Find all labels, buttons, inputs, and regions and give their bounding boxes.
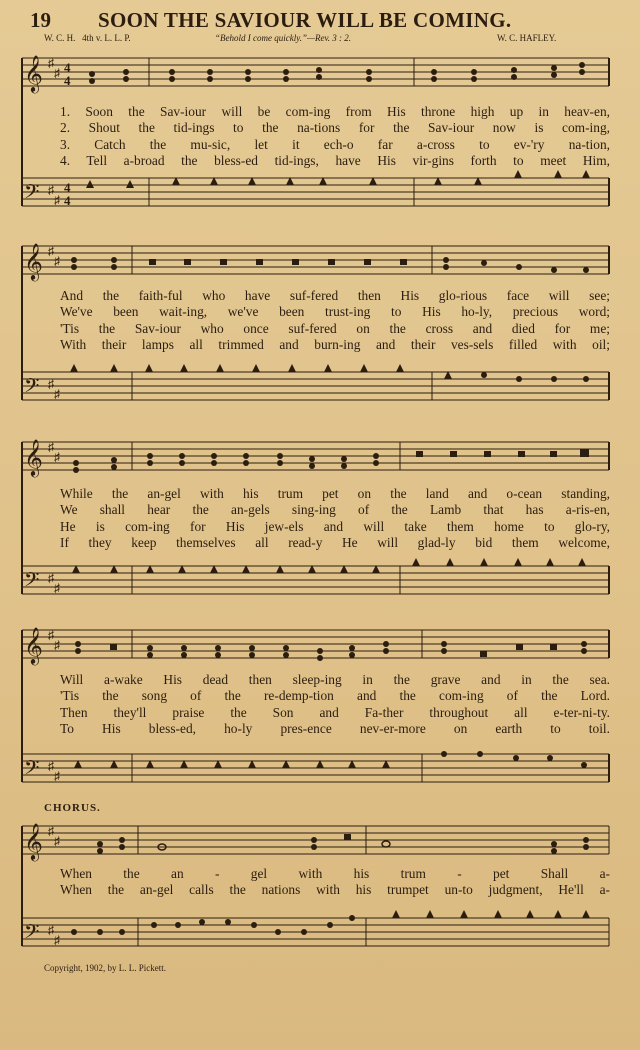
music-system-1 <box>14 52 614 218</box>
lyric-line: 'Tis the Sav-iour who once suf-fered on the cross and died for me; <box>60 320 610 336</box>
lyric-line: We shall hear the an-gels sing-ing of the Lamb that has a-ris-en, <box>60 502 610 518</box>
svg-text:♯: ♯ <box>48 923 54 937</box>
svg-text:♯: ♯ <box>48 440 54 454</box>
music-system-2 <box>14 232 614 414</box>
svg-text:♯: ♯ <box>54 387 60 401</box>
lyric-line: Will a-wake His dead then sleep-ing in the grave and in the sea. <box>60 672 610 687</box>
verse-lyrics-system-1 <box>60 104 610 170</box>
svg-text:4: 4 <box>64 60 71 75</box>
svg-text:𝄢: 𝄢 <box>24 376 40 402</box>
svg-text:♯: ♯ <box>48 183 54 197</box>
svg-text:4: 4 <box>64 193 71 208</box>
lyric-line: When the an - gel with his trum - pet Shall a- <box>60 866 610 881</box>
svg-text:4: 4 <box>64 73 71 88</box>
svg-text:♯: ♯ <box>48 56 54 70</box>
svg-text:♯: ♯ <box>54 66 60 80</box>
svg-text:𝄞: 𝄞 <box>24 823 43 859</box>
svg-text:𝄞: 𝄞 <box>24 243 43 279</box>
lyric-line: And the faith-ful who have suf-fered then His glo-rious face will see; <box>60 288 610 303</box>
lyric-line: With their lamps all trimmed and burn-ing and their ves-sels filled with oil; <box>60 337 610 353</box>
lyric-line: If they keep themselves all read-y He will glad-ly bid them welcome, <box>60 535 610 551</box>
lyric-line: 1. Soon the Sav-iour will be com-ing from His throne high up in heav-en, <box>60 104 610 119</box>
lyric-line: 3. Catch the mu-sic, let it ech-o far a-cross to ev-'ry na-tion, <box>60 136 610 152</box>
chorus-lyrics <box>60 866 610 899</box>
svg-text:♯: ♯ <box>54 450 60 464</box>
svg-text:♯: ♯ <box>48 628 54 642</box>
svg-text:♯: ♯ <box>54 834 60 848</box>
svg-text:4: 4 <box>64 180 71 195</box>
scripture-epigraph: “Behold I come quickly.”—Rev. 3 : 2. <box>215 33 352 43</box>
lyric-line: Then they'll praise the Son and Fa-ther throughout all e-ter-ni-ty. <box>60 704 610 720</box>
svg-text:♯: ♯ <box>48 824 54 838</box>
svg-text:♯: ♯ <box>48 244 54 258</box>
svg-text:♯: ♯ <box>54 193 60 207</box>
svg-text:♯: ♯ <box>54 638 60 652</box>
music-system-4 <box>14 618 614 798</box>
verse-lyrics-system-4 <box>60 672 610 738</box>
hymn-title: SOON THE SAVIOUR WILL BE COMING. <box>98 8 512 32</box>
lyric-line: 4. Tell a-broad the bless-ed tid-ings, have His vir-gins forth to meet Him, <box>60 153 610 169</box>
svg-text:♯: ♯ <box>54 581 60 595</box>
lyric-line: While the an-gel with his trum pet on the land and o-cean standing, <box>60 486 610 501</box>
svg-text:𝄞: 𝄞 <box>24 55 43 91</box>
music-system-3 <box>14 430 614 608</box>
svg-text:𝄞: 𝄞 <box>24 627 43 663</box>
svg-text:𝄢: 𝄢 <box>24 922 40 948</box>
svg-text:♯: ♯ <box>54 254 60 268</box>
lyric-line: 2. Shout the tid-ings to the na-tions for the Sav-iour now is com-ing, <box>60 120 610 136</box>
svg-text:𝄢: 𝄢 <box>24 570 40 596</box>
lyric-line: He is com-ing for His jew-els and will take them home to glo-ry, <box>60 518 610 534</box>
chorus-label: CHORUS. <box>44 802 101 814</box>
verse-lyrics-system-2 <box>60 288 610 354</box>
composer-credit: W. C. HAFLEY. <box>497 33 557 43</box>
svg-text:♯: ♯ <box>48 377 54 391</box>
lyric-line: When the an-gel calls the nations with his trumpet un-to judgment, He'll a- <box>60 882 610 898</box>
lyricist-credit: W. C. H. 4th v. L. L. P. <box>44 33 131 43</box>
page-number: 19 <box>30 8 51 32</box>
svg-text:♯: ♯ <box>54 769 60 783</box>
svg-text:𝄢: 𝄢 <box>24 182 40 208</box>
music-system-chorus <box>14 814 614 962</box>
lyric-line: We've been wait-ing, we've been trust-ing to His ho-ly, precious word; <box>60 304 610 320</box>
svg-text:♯: ♯ <box>48 759 54 773</box>
svg-text:♯: ♯ <box>48 571 54 585</box>
page-header <box>0 6 640 32</box>
svg-text:𝄢: 𝄢 <box>24 758 40 784</box>
svg-text:♯: ♯ <box>54 933 60 947</box>
verse-lyrics-system-3 <box>60 486 610 552</box>
lyric-line: 'Tis the song of the re-demp-tion and the com-ing of the Lord. <box>60 688 610 704</box>
svg-text:𝄞: 𝄞 <box>24 439 43 475</box>
copyright-notice: Copyright, 1902, by L. L. Pickett. <box>44 963 166 973</box>
hymn-credits <box>0 33 640 47</box>
lyric-line: To His bless-ed, ho-ly pres-ence nev-er-more on earth to toil. <box>60 721 610 737</box>
